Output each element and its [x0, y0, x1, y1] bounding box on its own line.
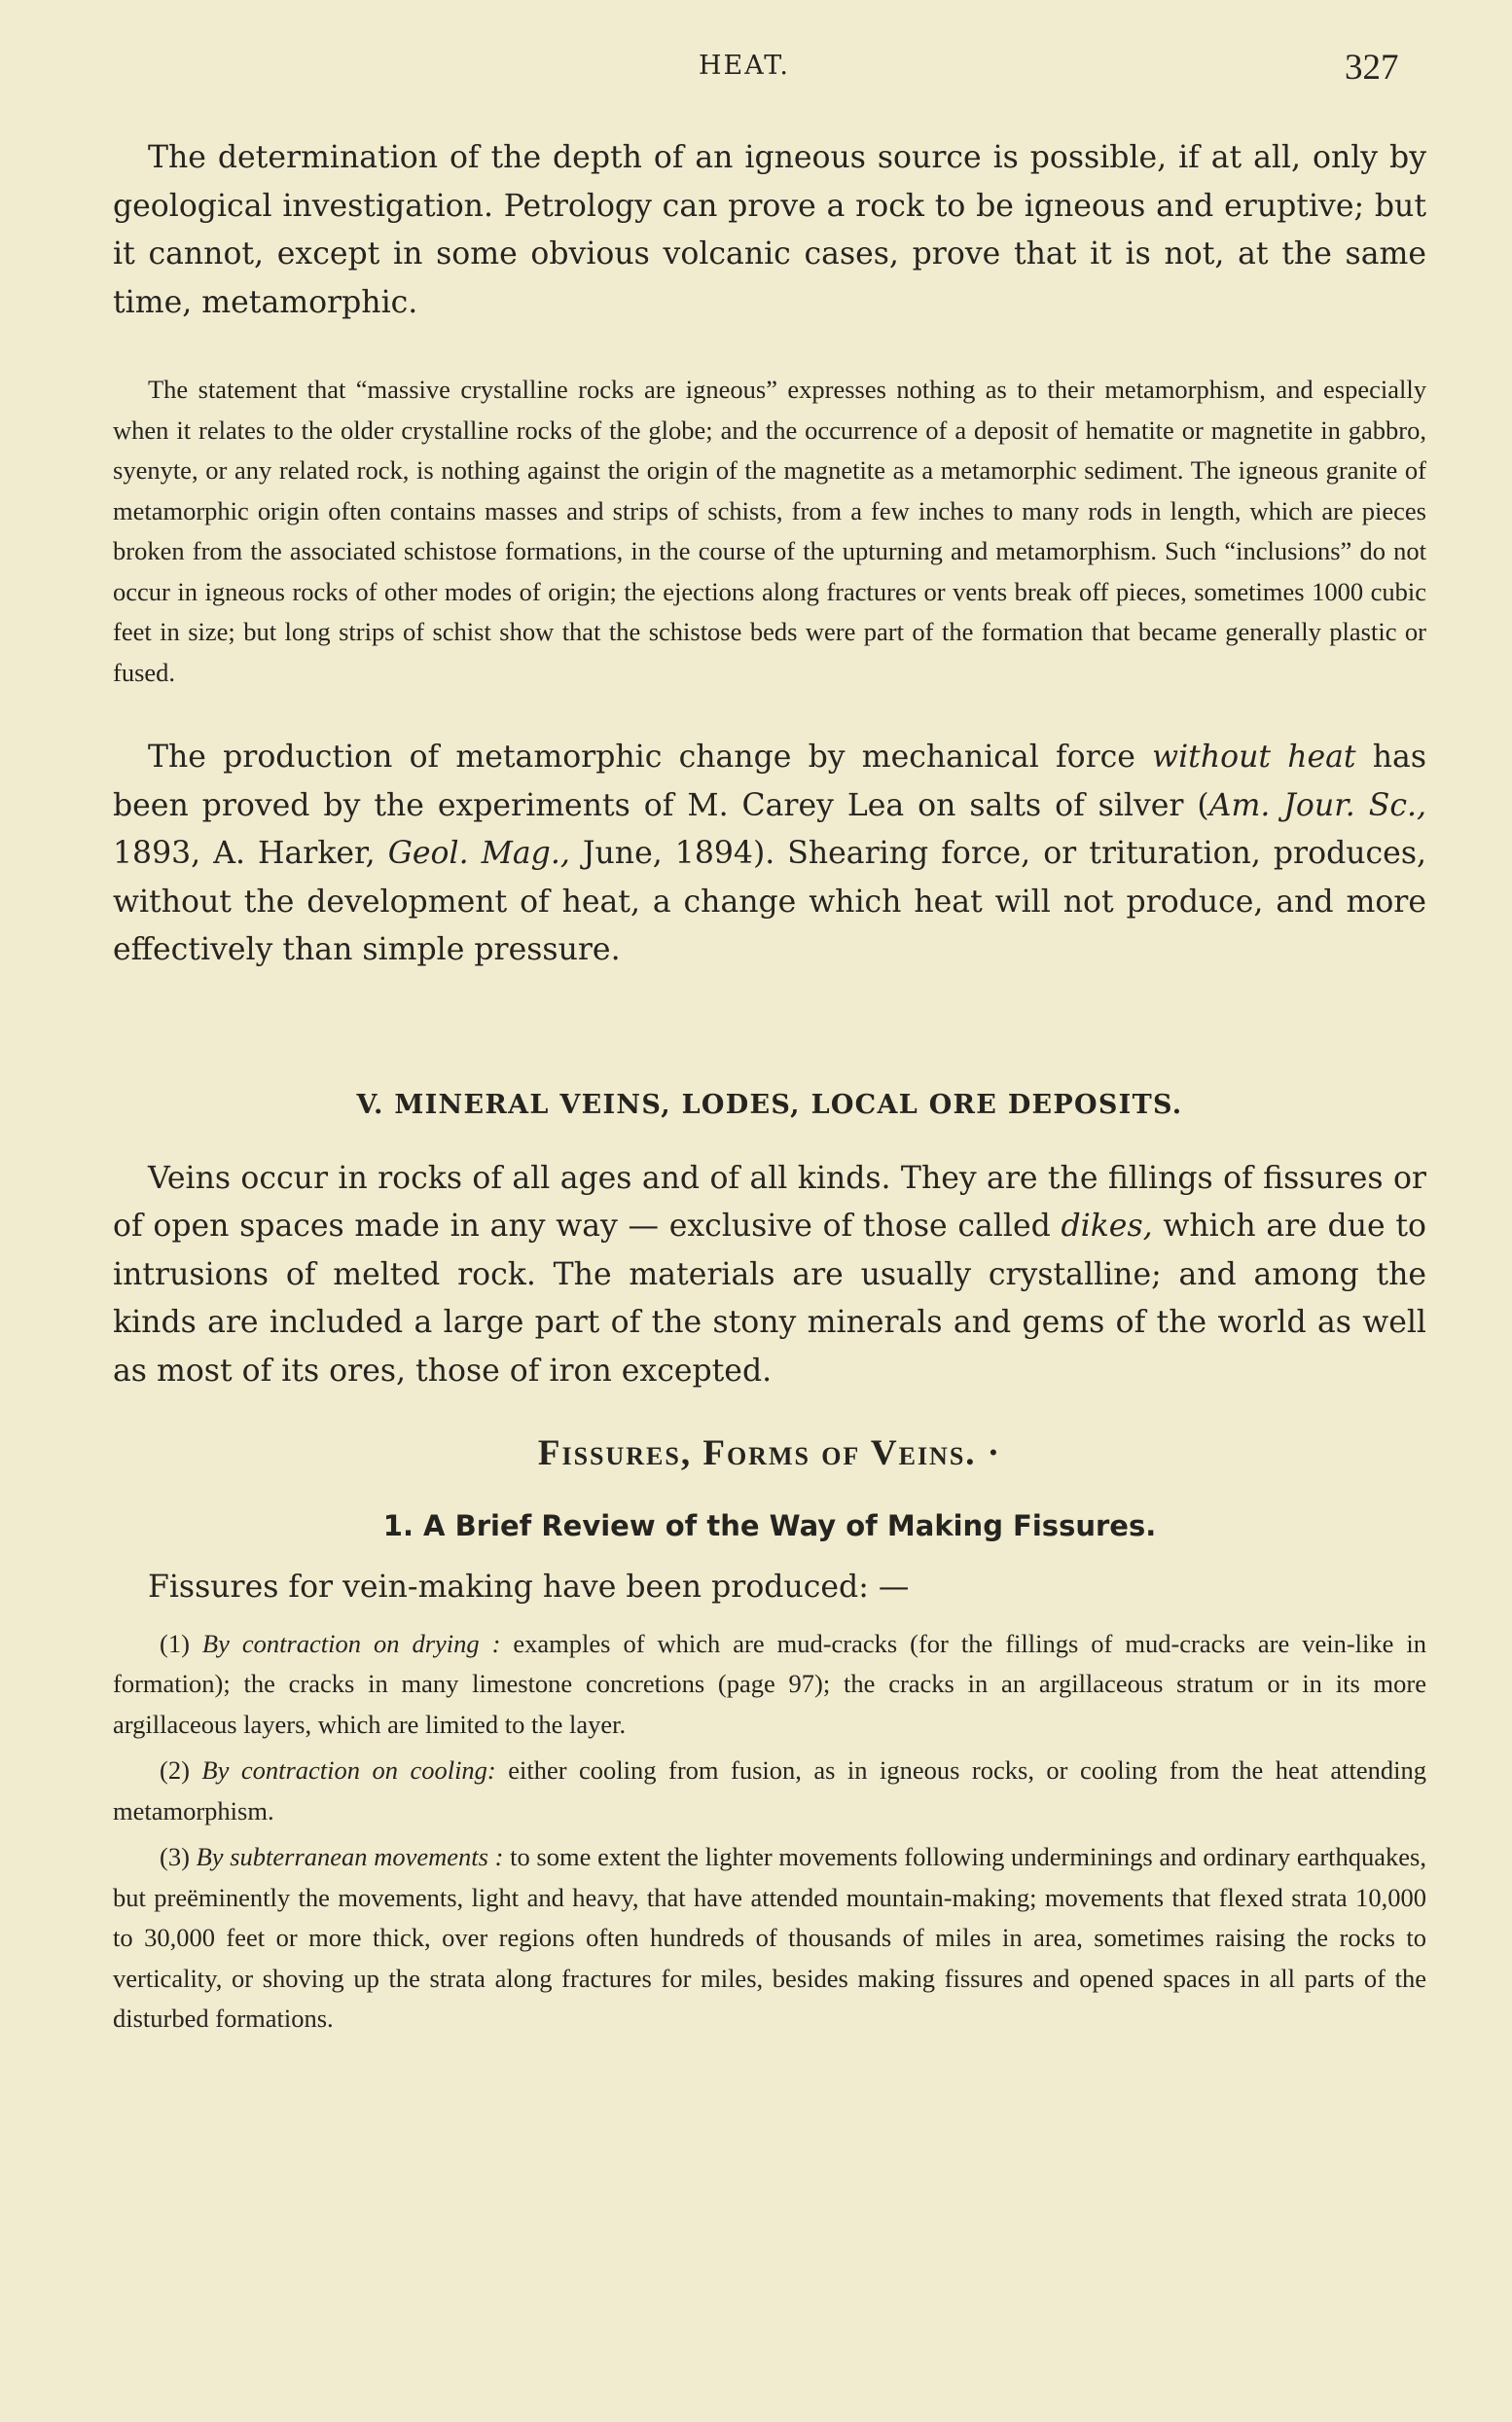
item-text: either cooling from fusion, as in igneous rocks, or cooling from the heat attending metamorphism. — [113, 1755, 1427, 1826]
am-jour-citation: Am. Jour. Sc., — [1208, 787, 1426, 823]
mechanical-force-paragraph — [113, 734, 1426, 975]
item-number: (1) — [160, 1628, 202, 1658]
statement-paragraph: The statement that “massive crystalline rocks are igneous” expresses nothing as to their metamorphism, and especially when it relates to the older crystalline rocks of the globe; and the occurrence of a deposit of hematite or magnetite in gabbro, syenyte, or any related rock, is nothing against the origin of the magnetite as a metamorphic sediment. The igneous granite of metamorphic origin often contains masses and strips of schists, from a few inches to many rods in length, which are pieces broken from the associated schistose formations, in the course of the upturning and metamorphism. Such “inclusions” do not occur in igneous rocks of other modes of origin; the ejections along fractures or vents break off pieces, sometimes 1000 cubic feet in size; but long strips of schist show that the schistose beds were part of the formation that became generally plastic or fused. — [113, 375, 1426, 687]
mechanical-text-1: The production of metamorphic change by mechanical force — [148, 740, 1153, 775]
item-text: to some extent the lighter movements following underminings and ordinary earthquakes, but preëminently the movements, light and heavy, that have attended mountain-making; movements that flexed strata 10,000 to 30,000 feet or more thick, over regions often hundreds of thousands of miles in area, sometimes raising the rocks to verticality, or shoving up the strata along fractures for miles, besides making fissures and opened spaces in all parts of the disturbed formations. — [113, 1842, 1426, 2033]
mechanical-text-4: June, 1894). Shearing force, or trituration, produces, without the development of heat, a change which heat will not produce, and more effectively than simple pressure. — [113, 836, 1426, 967]
running-head — [0, 48, 1512, 90]
mechanical-text-3: 1893, A. Harker, — [113, 836, 388, 871]
veins-text-2: which are due to intrusions of melted rock. The materials are usually crystalline; and among the kinds are included a large part of the stony minerals and gems of the world as well as most of its ores, those of iron excepted. — [113, 1209, 1426, 1389]
item-title: By subterranean movements : — [196, 1842, 504, 1871]
item-title: By contraction on cooling: — [201, 1755, 496, 1785]
fissures-forms-heading: Fissures, Forms of Veins. · — [537, 1433, 1002, 1473]
veins-text-1: Veins occur in rocks of all ages and of all kinds. They are the fillings of fissures or of open spaces made in any way — exclusive of those called — [113, 1160, 1426, 1244]
page-body — [113, 134, 1426, 2040]
dikes-emphasis: dikes, — [1061, 1209, 1153, 1244]
list-item — [113, 1624, 1426, 1746]
item-number: (3) — [160, 1842, 197, 1871]
geol-mag-citation: Geol. Mag., — [387, 836, 570, 871]
item-number: (2) — [160, 1755, 202, 1785]
veins-intro-paragraph — [113, 1155, 1426, 1396]
depth-paragraph: The determination of the depth of an igneous source is possible, if at all, only by geological investigation. Petrology can prove a rock to be igneous and eruptive; but it cannot, except in some obvious volcanic cases, prove that it is not, at the same time, metamorphic. — [113, 140, 1426, 320]
section-heading: V. MINERAL VEINS, LODES, LOCAL ORE DEPOSITS. — [356, 1089, 1183, 1120]
item-title: By contraction on drying : — [201, 1628, 501, 1658]
running-title: HEAT. — [699, 51, 790, 81]
page-number: 327 — [1345, 48, 1399, 88]
fissures-lead-paragraph: Fissures for vein-making have been produced: — — [148, 1570, 910, 1605]
list-item — [113, 1751, 1426, 1831]
mechanical-text-2: has been proved by the experiments of M. Carey Lea on salts of silver ( — [113, 740, 1426, 823]
item-text: examples of which are mud-cracks (for the fillings of mud-cracks are vein-like in formation); the cracks in many limestone concretions (page 97); the cracks in an argillaceous stratum or in its more argillaceous layers, which are limited to the layer. — [113, 1628, 1427, 1739]
brief-review-heading: 1. A Brief Review of the Way of Making Fissures. — [382, 1509, 1157, 1542]
list-item — [113, 1837, 1426, 2040]
without-heat-emphasis: without heat — [1152, 740, 1356, 775]
